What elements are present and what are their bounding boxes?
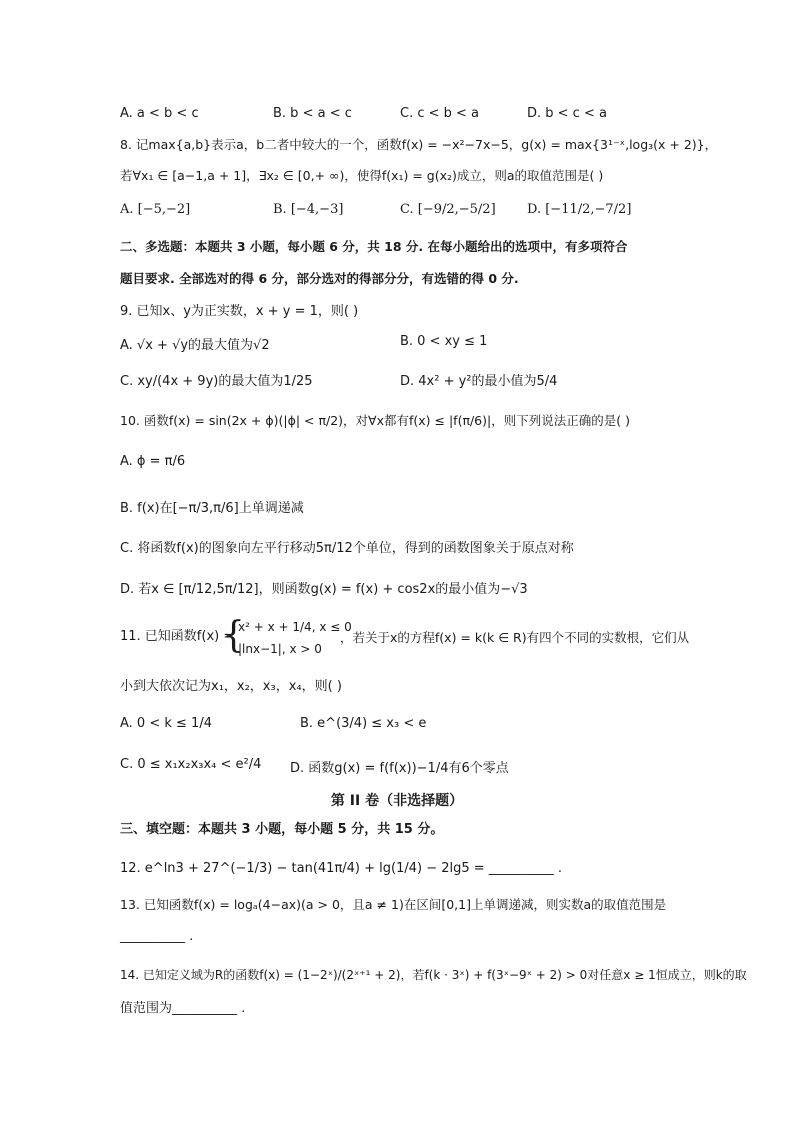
q8-option-b: B. [−4,−3] xyxy=(273,202,344,217)
q7-option-b: B. b < a < c xyxy=(273,106,352,121)
q11-piecewise-brace: { xyxy=(222,615,245,656)
q11-option-b: B. e^(3/4) ≤ x₃ < e xyxy=(300,716,427,731)
q8-option-d: D. [−11/2,−7/2] xyxy=(527,202,632,217)
part2-title: 第 II 卷（非选择题） xyxy=(330,793,464,809)
q11-piece-1: x² + x + 1/4, x ≤ 0 xyxy=(238,620,352,634)
q12-stem: 12. e^ln3 + 27^(−1/3) − tan(41π/4) + lg(1/4) − 2lg5 = __________ . xyxy=(120,861,563,876)
q10-option-d: D. 若x ∈ [π/12,5π/12]，则函数g(x) = f(x) + cos2x的最小值为−√3 xyxy=(120,582,528,597)
section2-heading-line1: 二、多选题：本题共 3 小题，每小题 6 分，共 18 分. 在每小题给出的选项中，有多项符合 xyxy=(120,239,628,254)
q9-option-c: C. xy/(4x + 9y)的最大值为1/25 xyxy=(120,374,313,389)
q14-stem-line1: 14. 已知定义域为R的函数f(x) = (1−2ˣ)/(2ˣ⁺¹ + 2)，若f(k · 3ˣ) + f(3ˣ−9ˣ + 2) > 0对任意x ≥ 1恒成立，则k的取 xyxy=(120,968,747,982)
q8-option-a: A. [−5,−2] xyxy=(120,202,191,217)
section3-heading: 三、填空题：本题共 3 小题，每小题 5 分，共 15 分。 xyxy=(120,822,444,837)
q11-stem-prefix: 11. 已知函数f(x) = xyxy=(120,629,235,644)
q13-stem-line1: 13. 已知函数f(x) = logₐ(4−ax)(a > 0，且a ≠ 1)在区间[0,1]上单调递减，则实数a的取值范围是 xyxy=(120,897,667,912)
q11-option-a: A. 0 < k ≤ 1/4 xyxy=(120,716,212,731)
q11-piece-2: |lnx−1|, x > 0 xyxy=(238,642,322,656)
q11-option-c: C. 0 ≤ x₁x₂x₃x₄ < e²/4 xyxy=(120,757,262,772)
q8-stem-line1: 8. 记max{a,b}表示a，b二者中较大的一个，函数f(x) = −x²−7x−5，g(x) = max{3¹⁻ˣ,log₃(x + 2)}， xyxy=(120,137,718,152)
q9-stem: 9. 已知x、y为正实数，x + y = 1，则( ) xyxy=(120,304,359,319)
q13-stem-line2: __________ . xyxy=(120,929,194,944)
q7-option-c: C. c < b < a xyxy=(400,106,480,121)
q7-option-a: A. a < b < c xyxy=(120,106,199,121)
q7-option-d: D. b < c < a xyxy=(527,106,607,121)
q9-option-d: D. 4x² + y²的最小值为5/4 xyxy=(400,374,558,389)
q10-option-a: A. ϕ = π/6 xyxy=(120,454,186,469)
q10-option-b: B. f(x)在[−π/3,π/6]上单调递减 xyxy=(120,501,304,516)
section2-heading-line2: 题目要求. 全部选对的得 6 分，部分选对的得部分分，有选错的得 0 分. xyxy=(120,271,519,286)
q10-option-c: C. 将函数f(x)的图象向左平行移动5π/12个单位，得到的函数图象关于原点对称 xyxy=(120,541,574,556)
q10-stem: 10. 函数f(x) = sin(2x + ϕ)(|ϕ| < π/2)，对∀x都有f(x) ≤ |f(π/6)|，则下列说法正确的是( ) xyxy=(120,413,630,428)
q9-option-b: B. 0 < xy ≤ 1 xyxy=(400,334,488,349)
q8-stem-line2: 若∀x₁ ∈ [a−1,a + 1]，∃x₂ ∈ [0,+ ∞)，使得f(x₁) = g(x₂)成立，则a的取值范围是( ) xyxy=(120,168,604,183)
q11-stem-suffix: ，若关于x的方程f(x) = k(k ∈ R)有四个不同的实数根，它们从 xyxy=(340,630,690,645)
q9-option-a: A. √x + √y的最大值为√2 xyxy=(120,338,270,353)
q11-option-d: D. 函数g(x) = f(f(x))−1/4有6个零点 xyxy=(290,761,509,776)
q8-option-c: C. [−9/2,−5/2] xyxy=(400,202,496,217)
q14-stem-line2: 值范围为__________ . xyxy=(120,1001,246,1016)
q11-stem-line2: 小到大依次记为x₁，x₂，x₃，x₄，则( ) xyxy=(120,679,342,694)
